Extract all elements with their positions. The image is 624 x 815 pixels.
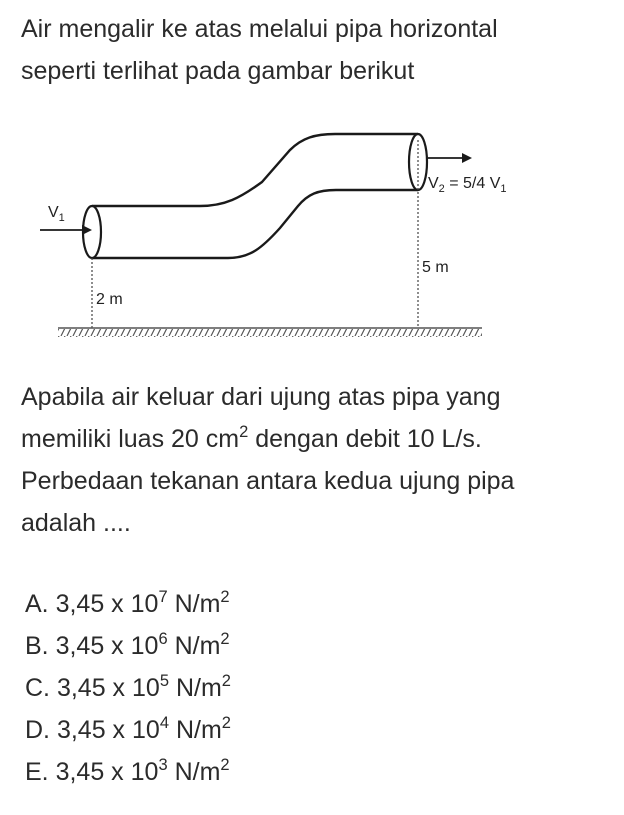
- intro-line-2: seperti terlihat pada gambar berikut: [21, 57, 415, 85]
- question-text: [21, 376, 514, 544]
- question-line-2: memiliki luas 20 $cm^2$ dengan debit 10 L/s.: [21, 422, 482, 453]
- height-label-low: 2 m: [96, 291, 123, 308]
- question-line-1: Apabila air keluar dari ujung atas pipa yang: [21, 383, 501, 411]
- intro-line-1: Air mengalir ke atas melalui pipa horizontal: [21, 15, 498, 43]
- intro-text: [21, 8, 498, 92]
- pipe-bottom-edge: [92, 190, 418, 258]
- v1-label: $V_1$: [48, 204, 65, 224]
- v1-arrow: [40, 225, 92, 235]
- option-c[interactable]: C. 3,45 x $10^5$ $N/m^2$: [25, 671, 231, 702]
- v2-label: $V_2 = 5/4$ $V_1$: [428, 175, 507, 195]
- pipe-top-edge: [92, 134, 418, 206]
- option-b[interactable]: B. 3,45 x $10^6$ $N/m^2$: [25, 629, 230, 660]
- option-d[interactable]: D. 3,45 x $10^4$ $N/m^2$: [25, 713, 231, 744]
- v2-arrow: [428, 153, 472, 163]
- option-e[interactable]: E. 3,45 x $10^3$ $N/m^2$: [25, 755, 230, 786]
- height-label-high: 5 m: [422, 259, 449, 276]
- option-a[interactable]: A. 3,45 x $10^7$ $N/m^2$: [25, 587, 230, 618]
- ground: [58, 328, 482, 337]
- pipe-diagram: [0, 120, 624, 360]
- question-line-4: adalah ....: [21, 509, 131, 537]
- answer-options: [25, 583, 231, 793]
- question-line-3: Perbedaan tekanan antara kedua ujung pipa: [21, 467, 515, 495]
